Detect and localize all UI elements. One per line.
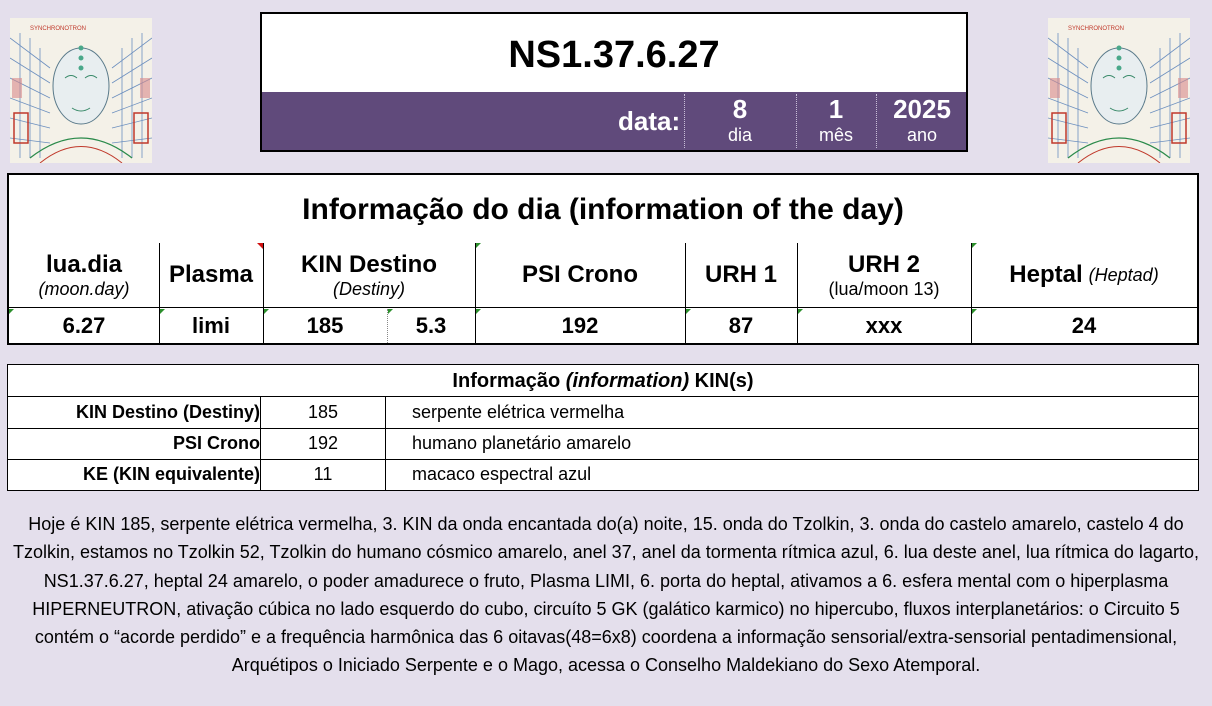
col-header-sub: (Heptad) (1088, 264, 1159, 285)
col-header-main: Heptal (1009, 261, 1083, 288)
col-header-moon-day (9, 243, 159, 307)
face-grid-image (10, 18, 152, 163)
kin-info-title (8, 365, 1198, 397)
year-value: 2025 (893, 94, 951, 124)
cell-marker (476, 243, 481, 248)
col-header-main: URH 1 (704, 261, 777, 288)
kin-row-label: PSI Crono (172, 433, 260, 453)
date-month (796, 92, 876, 150)
value-urh1: 87 (728, 313, 754, 338)
kin-row-desc: humano planetário amarelo (412, 433, 632, 453)
col-header-sub: (moon.day) (38, 278, 130, 299)
month-value: 1 (828, 94, 844, 124)
kin-row-number: 185 (260, 397, 386, 428)
date-label: data: (618, 106, 681, 136)
year-unit: ano (906, 125, 938, 145)
month-unit: mês (818, 125, 853, 145)
col-header-plasma (159, 243, 263, 307)
col-header-psi-crono (475, 243, 685, 307)
col-header-main: URH 2 (847, 250, 920, 278)
kin-row-desc: serpente elétrica vermelha (412, 402, 625, 422)
value-kin-destiny-wave: 5.3 (415, 313, 447, 338)
info-day-title: Informação do dia (information of the day) (302, 193, 904, 226)
kin-row-number: 192 (260, 428, 386, 459)
date-bar (262, 92, 966, 150)
col-header-main: KIN Destino (300, 250, 437, 278)
day-unit: dia (727, 125, 753, 145)
col-header-main: lua.dia (45, 250, 123, 278)
col-header-sub: (lua/moon 13) (828, 278, 940, 299)
value-psi-crono: 192 (561, 313, 599, 338)
col-header-main: Plasma (168, 261, 254, 288)
value-heptal: 24 (1071, 313, 1097, 338)
comment-marker (257, 243, 263, 249)
table-row (8, 428, 1198, 460)
info-day-panel (7, 173, 1199, 345)
kin-title-main: Informação (452, 370, 561, 392)
table-row (8, 459, 1198, 490)
kin-info-table (7, 364, 1199, 491)
date-day (684, 92, 796, 150)
kin-row-number: 11 (260, 459, 386, 490)
page-title: NS1.37.6.27 (508, 34, 720, 76)
divider (9, 307, 1197, 308)
value-urh2: xxx (865, 313, 903, 338)
logo-text: SYNCHRONOTRON (30, 26, 87, 32)
synchronotron-logo-left (10, 18, 152, 163)
day-description: Hoje é KIN 185, serpente elétrica vermelha, 3. KIN da onda encantada do(a) noite, 15. onda do Tzolkin, 3. onda do castelo amarelo, castelo 4 do Tzolkin, estamos no Tzolkin 52, Tzolkin do humano cósmico amarelo, anel 37, anel da tormenta rítmica azul, 6. lua deste anel, lua rítmica do lagarto, NS1.37.6.27, heptal 24 amarelo, o poder amadurece o fruto, Plasma LIMI, 6. porta do heptal, ativamos a 6. esfera mental com o hiperplasma HIPERNEUTRON, ativação cúbica no lado esquerdo do cubo, circuíto 5 GK (galático karmico) no hipercubo, fluxos interplanetários: o Circuito 5 contém o “acorde perdido” e a frequência harmônica das 6 oitavas(48=6x8) coordena a informação sensorial/extra-sensorial pentadimensional, Arquétipos o Iniciado Serpente e o Mago, acessa o Conselho Maldekiano do Sexo Atemporal. (13, 514, 1199, 676)
col-header-sub: (Destiny) (332, 278, 405, 299)
cell-marker (972, 243, 977, 248)
value-plasma: limi (192, 313, 230, 338)
col-header-urh2 (797, 243, 971, 307)
synchronotron-logo-right (1048, 18, 1190, 163)
title-box (260, 12, 968, 152)
kin-row-desc: macaco espectral azul (412, 464, 592, 484)
kin-row-label: KIN Destino (Destiny) (75, 402, 260, 422)
date-year (876, 92, 968, 150)
kin-row-label: KE (KIN equivalente) (82, 464, 260, 484)
col-header-main: PSI Crono (521, 261, 638, 288)
kin-title-end: KIN(s) (694, 370, 754, 392)
logo-text: SYNCHRONOTRON (1068, 26, 1125, 32)
face-grid-image (1048, 18, 1190, 163)
kin-title-italic: (information) (565, 370, 690, 392)
col-header-urh1 (685, 243, 797, 307)
col-header-kin-destiny (263, 243, 475, 307)
day-value: 8 (732, 94, 748, 124)
col-header-heptal (971, 243, 1197, 307)
value-moon-day: 6.27 (62, 313, 106, 338)
table-row (8, 397, 1198, 429)
value-kin-destiny: 185 (306, 313, 344, 338)
